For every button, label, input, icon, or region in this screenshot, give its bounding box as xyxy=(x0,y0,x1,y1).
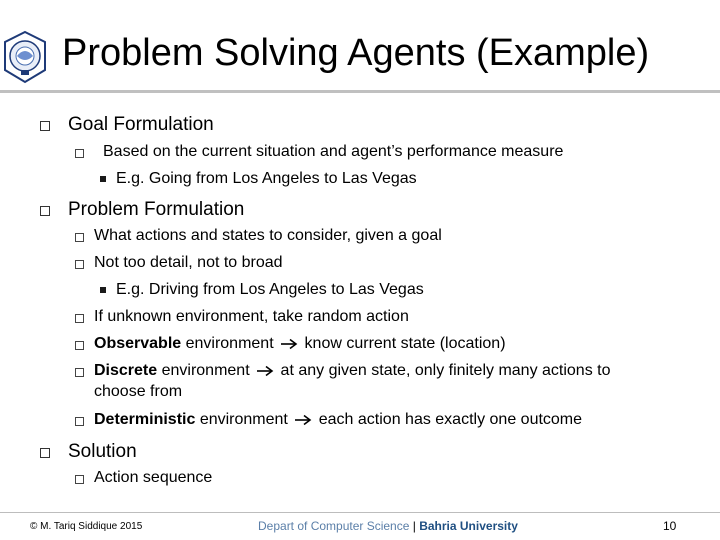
level2-bullet-icon xyxy=(75,341,84,350)
level3-bullet-icon xyxy=(100,287,106,293)
footer-affiliation xyxy=(258,519,518,533)
discrete-tail: at any given state, only finitely many actions to xyxy=(276,362,611,379)
right-arrow-icon xyxy=(280,338,298,350)
level2-bullet-icon xyxy=(75,149,84,158)
level3-bullet-icon xyxy=(100,176,106,182)
title-divider xyxy=(0,90,720,93)
problem-point-actions: What actions and states to consider, given a goal xyxy=(94,227,442,244)
level1-bullet-icon xyxy=(40,206,50,216)
goal-example: E.g. Going from Los Angeles to Las Vegas xyxy=(116,170,417,187)
slide-title: Problem Solving Agents (Example) xyxy=(62,32,650,74)
level2-bullet-icon xyxy=(75,233,84,242)
discrete-wrap-line: choose from xyxy=(94,383,183,400)
footer-separator: | xyxy=(412,519,416,533)
level2-bullet-icon xyxy=(75,475,84,484)
level2-bullet-icon xyxy=(75,314,84,323)
footer-copyright: © M. Tariq Siddique 2015 xyxy=(30,521,143,532)
right-arrow-icon xyxy=(256,365,274,377)
observable-mid: environment xyxy=(181,335,279,352)
observable-term: Observable xyxy=(94,335,182,352)
level1-bullet-icon xyxy=(40,121,50,131)
observable-tail: know current state (location) xyxy=(300,335,506,352)
problem-point-deterministic xyxy=(94,411,582,429)
goal-point: Based on the current situation and agent’s performance measure xyxy=(103,143,564,160)
footer-university: Bahria University xyxy=(415,519,518,533)
goal-formulation-heading: Goal Formulation xyxy=(68,114,214,135)
level2-bullet-icon xyxy=(75,417,84,426)
right-arrow-icon xyxy=(294,414,312,426)
deterministic-mid: environment xyxy=(195,411,293,428)
discrete-term: Discrete xyxy=(94,362,158,379)
deterministic-term: Deterministic xyxy=(94,411,196,428)
level1-bullet-icon xyxy=(40,448,50,458)
problem-point-detail: Not too detail, not to broad xyxy=(94,254,283,271)
solution-heading: Solution xyxy=(68,441,137,462)
footer-divider xyxy=(0,512,720,513)
slide-page-number: 10 xyxy=(663,519,677,533)
level2-bullet-icon xyxy=(75,260,84,269)
university-logo-icon xyxy=(0,30,50,85)
problem-point-unknown: If unknown environment, take random action xyxy=(94,308,409,325)
problem-point-observable xyxy=(94,335,506,353)
problem-formulation-heading: Problem Formulation xyxy=(68,199,245,220)
solution-point: Action sequence xyxy=(94,469,213,486)
problem-example: E.g. Driving from Los Angeles to Las Vegas xyxy=(116,281,424,298)
discrete-mid: environment xyxy=(157,362,255,379)
problem-point-discrete xyxy=(94,362,611,380)
deterministic-tail: each action has exactly one outcome xyxy=(314,411,583,428)
footer-department: Depart of Computer Science xyxy=(258,519,413,533)
level2-bullet-icon xyxy=(75,368,84,377)
